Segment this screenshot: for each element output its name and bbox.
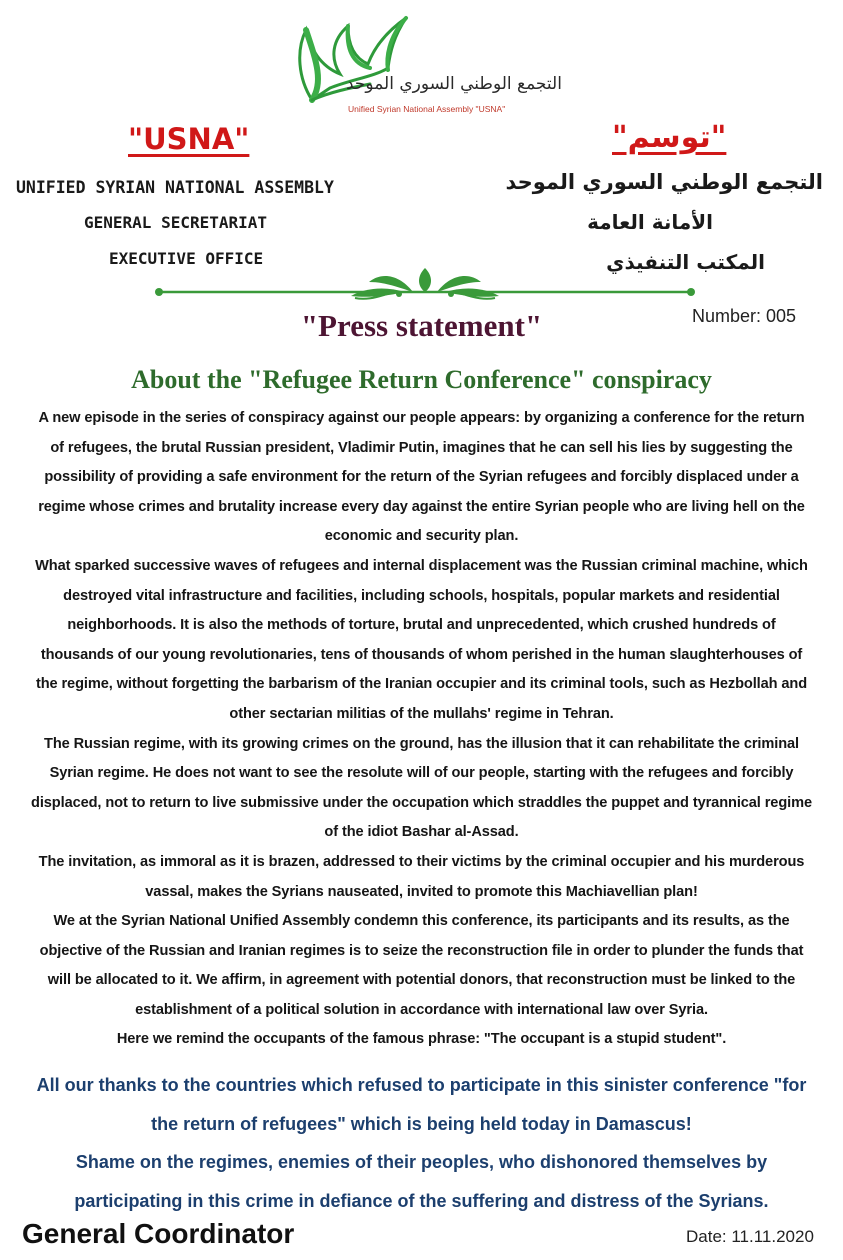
ornament-divider (155, 264, 695, 304)
body-paragraph: A new episode in the series of conspiracy against our people appears: by organizing a conference for the return of refugees, the brutal Russian president, Vladimir Putin, imagines that he can sell his lies by suggesting the possibility of providing a safe environment for the return of the Syrian refugees and forcibly displaced under a regime whose crimes and brutality increase every day against the entire Syrian people who are living hell on the economic and security plan. (38, 410, 805, 545)
executive-office-en: EXECUTIVE OFFICE (109, 249, 264, 268)
body-paragraph: What sparked successive waves of refugees and internal displacement was the Russian criminal machine, which destroyed vital infrastructure and facilities, including schools, hospitals, popular markets and residential neighborhoods. It is also the methods of torture, brutal and unprecedented, which crushed hundreds of thousands of our young revolutionaries, tens of thousands of whom perished in the human slaughterhouses of the regime, without forgetting the barbarism of the Iranian occupier and its criminal tools, such as Hezbollah and other sectarian militias of the mullahs' regime in Tehran. (35, 557, 808, 722)
closing-statement (30, 1066, 813, 1220)
statement-body (30, 404, 813, 1055)
org-name-ar: التجمع الوطني السوري الموحد (505, 170, 823, 194)
body-paragraph: The invitation, as immoral as it is brazen, addressed to their victims by the criminal occupier and his murderous vassal, makes the Syrians nauseated, invited to promote this Machiavellian plan! (38, 853, 805, 900)
executive-office-ar: المكتب التنفيذي (606, 250, 765, 274)
secretariat-en: GENERAL SECRETARIAT (84, 213, 268, 232)
logo-arabic-name: التجمع الوطني السوري الموحد (346, 74, 562, 94)
usna-abbr-en: "USNA" (128, 122, 250, 156)
secretariat-ar: الأمانة العامة (587, 210, 713, 234)
signatory-title: General Coordinator (22, 1218, 295, 1249)
statement-date: Date: 11.11.2020 (686, 1227, 814, 1246)
usna-abbr-ar: "توسم" (612, 120, 727, 155)
statement-number: Number: 005 (692, 306, 797, 326)
org-name-en: UNIFIED SYRIAN NATIONAL ASSEMBLY (16, 178, 334, 197)
page-title: "Press statement" (300, 308, 543, 343)
ornament-divider-icon (155, 264, 695, 304)
closing-paragraph: Shame on the regimes, enemies of their peoples, who dishonored themselves by participating in this crime in defiance of the suffering and distress of the Syrians. (74, 1152, 769, 1211)
body-paragraph: Here we remind the occupants of the famous phrase: "The occupant is a stupid student". (116, 1031, 727, 1048)
page-subtitle: About the "Refugee Return Conference" conspiracy (131, 365, 712, 394)
organization-logo (290, 8, 570, 123)
body-paragraph: The Russian regime, with its growing crimes on the ground, has the illusion that it can rehabilitate the criminal Syrian regime. He does not want to see the resolute will of our people, starting with the refugees and forcibly displaced, not to return to live submissive under the occupation which straddles the puppet and tyrannical regime of the idiot Bashar al-Assad. (31, 735, 812, 841)
body-paragraph: We at the Syrian National Unified Assembly condemn this conference, its participants and its results, as the objective of the Russian and Iranian regimes is to seize the reconstruction file in order to plunder the funds that will be allocated to it. We affirm, in agreement with potential donors, that reconstruction must be linked to the establishment of a political solution in accordance with international law over Syria. (39, 913, 804, 1018)
closing-paragraph: All our thanks to the countries which refused to participate in this sinister conference "for the return of refugees" which is being held today in Damascus! (36, 1075, 807, 1134)
logo-english-name: Unified Syrian National Assembly "USNA" (348, 104, 506, 114)
